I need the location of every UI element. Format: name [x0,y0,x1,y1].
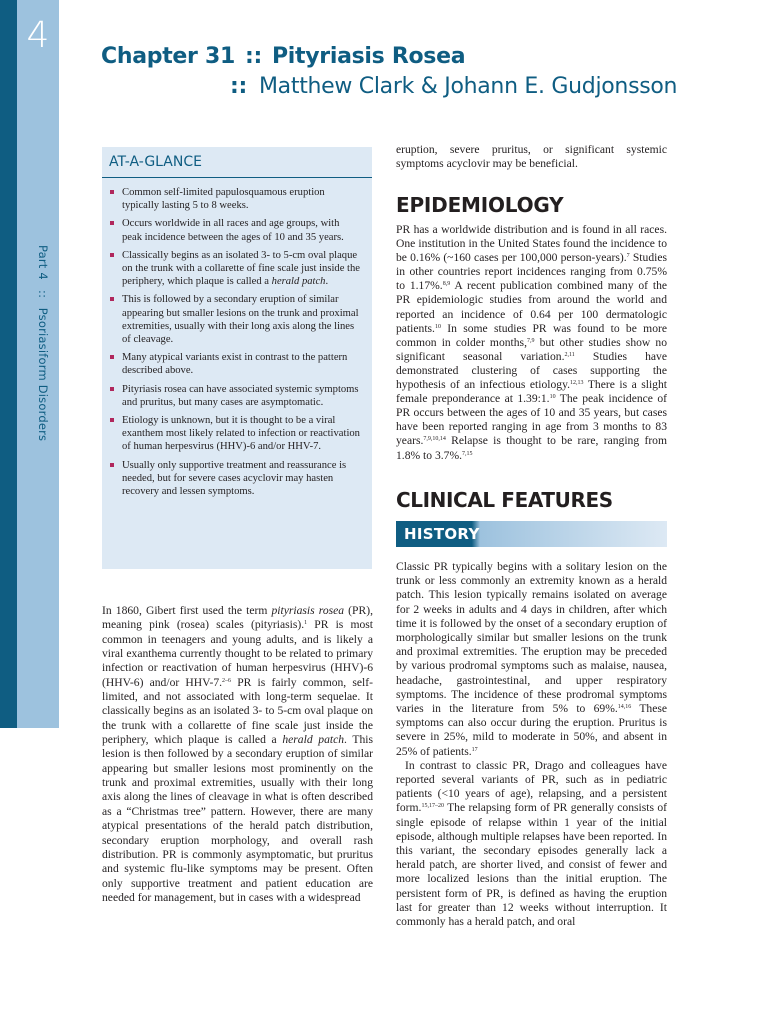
citation: 14,16 [617,704,632,711]
text-run: Studies in other countries report incidences ranging from 0.75% to 1.17%. [396,251,667,293]
text-run: There is a slight female preponderance at 1.39:1. [396,378,667,406]
title-separator: :: [244,44,262,69]
clinical-history-text [396,560,667,929]
epidemiology-paragraph [396,223,667,463]
chapter-authors: Matthew Clark & Johann E. Gudjonsson [259,74,678,99]
intro-continuation-text: eruption, severe pruritus, or significant systemic symptoms acyclovir may be beneficial. [396,143,667,170]
chapter-number: Chapter 31 [101,44,235,69]
citation: 8,9 [442,281,451,288]
text-run: These symptoms can also occur during the eruption. Pruritus is severe in 25%, mild to moderate in 50%, and absent in 25% of patients. [396,702,668,758]
history-paragraph-2 [396,759,667,929]
history-subheading-bar [396,521,667,547]
citation: 12,13 [570,380,584,387]
list-item: This is followed by a secondary eruption of similar appearing but smaller lesions on the trunk and proximal extremities, usually with their long axis along the lines of cleavage. [109,293,360,346]
intro-text [102,604,373,905]
text-run: The peak incidence of PR occurs between the ages of 10 and 35 years, but cases have been reported ranging in age from 3 months to 83 years. [396,392,667,448]
list-item-text: Classically begins as an isolated 3- to 5-cm oval plaque on the trunk with a collarette of fine scale just inside the periphery, which plaque is called a [122,249,360,288]
at-a-glance-list [102,186,372,498]
epidemiology-text [396,223,667,463]
chapter-name: Pityriasis Rosea [271,44,466,69]
text-run: PR has a worldwide distribution and is found in all races. One institution in the United States found the incidence to be 0.16% (~160 cases per 100,000 person-years). [396,223,667,265]
citation: 7,15 [462,450,473,457]
sidebar-band-dark [0,0,17,728]
citation: 2,11 [564,351,575,358]
part-label-separator: :: [36,289,50,298]
text-run: In some studies PR was found to be more common in colder months, [396,321,667,349]
history-paragraph-1 [396,560,667,759]
text-emphasis: pityriasis rosea [271,604,345,617]
text-run: . This lesion is then followed by a secondary eruption of similar appearing but smaller lesions most prominently on the trunk and proximal extremities, usually with their long axis along the lines of cleavage in what is often described as a “Christmas tree” pattern. However, there are many atypical presentations of the herald patch distribution, secondary eruption morphology, and overall rash distribution. PR is commonly asymptomatic, but pruritus and systemic flu-like symptoms may be present. Often only supportive treatment and patient education are needed for management, but in cases with a widespread [102,733,374,904]
list-item: Etiology is unknown, but it is thought to be a viral exanthem most likely related to infection or reactivation of human herpesvirus (HHV)-6 and/or HHV-7. [109,414,360,454]
citation: 17 [471,746,478,753]
history-subheading: HISTORY [404,525,480,543]
text-emphasis: herald patch [282,733,345,747]
list-item: Usually only supportive treatment and reassurance is needed, but for severe cases acyclovir may hasten recovery and lessen symptoms. [109,459,360,499]
text-run: The relapsing form of PR generally consists of single episode of relapse within 1 year of the initial episode, although multiple relapses have been reported. In this variant, the secondary episodes generally lack a herald patch, are shorter lived, and consist of fewer and more localized lesions than the initial eruption. The persistent form of PR, is defined as having the eruption last for greater than 12 weeks without interruption. It commonly has a herald patch, and oral [396,801,667,929]
text-run: Relapse is thought to be rare, ranging from 1.8% to 3.7%. [396,434,667,462]
citation: 10 [549,394,556,401]
text-run: A recent publication combined many of the PR epidemiologic studies from around the world and reported an incidence of 0.64 per 100 dermatologic patients. [396,279,668,335]
epidemiology-heading: EPIDEMIOLOGY [396,193,564,217]
intro-continuation [396,143,667,171]
text-run: but other studies show no significant seasonal variation. [396,335,667,363]
text-run: PR is most common in teenagers and young adults, and is likely a viral exanthema currently thought to be related to primary infection or reactivation of human herpesvirus (HHV)-6 (HHV-6) and/or HHV-7. [102,618,373,689]
clinical-features-heading: CLINICAL FEATURES [396,488,613,512]
part-number: 4 [26,15,50,56]
list-item: Pityriasis rosea can have associated systemic symptoms and pruritus, but many cases are asymptomatic. [109,383,360,409]
text-run: Classic PR typically begins with a solitary lesion on the trunk or less commonly an extremity known as a herald patch. This lesion typically remains isolated on average for 2 weeks in adults and 4 days in children, after which time it is followed by the onset of a secondary eruption of morphologically similar but smaller lesions on the trunk and proximal extremities. The eruption may be preceded by various prodromal symptoms such as malaise, nausea, headache, gastrointestinal, and upper respiratory symptoms. The incidence of these prodromal symptoms varies in the literature from 5% to 69%. [396,560,667,716]
text-run: In 1860, Gibert first used the term [102,604,272,617]
citation: 2–6 [222,677,232,684]
text-run: PR is fairly common, self-limited, and not associated with long-term sequelae. It classically begins as an isolated 3- to 5-cm oval plaque on the trunk with a collarette of fine scale just inside the periphery, which plaque is called a [102,675,373,747]
part-label [30,245,50,445]
part-label-name: Psoriasiform Disorders [36,307,50,442]
text-run: (PR), meaning pink (rosea) scales (pityriasis). [102,604,373,632]
list-item: Common self-limited papulosquamous eruption typically lasting 5 to 8 weeks. [109,186,360,212]
text-run: In contrast to classic PR, Drago and colleagues have reported several variants of PR, such as in pediatric patients (<10 years of age), relapsing, and a persistent form. [396,758,667,815]
citation: 7 [626,253,630,260]
part-label-number: Part 4 [36,245,50,280]
citation: 10 [434,323,441,330]
citation: 7,9,10,14 [423,436,446,443]
authors-separator: :: [230,74,247,99]
intro-paragraph [102,604,373,905]
citation: 1 [304,620,308,627]
at-a-glance-box [102,147,372,569]
text-run: Studies have demonstrated clustering of cases supporting the hypothesis of an infectious etiology. [396,349,668,392]
list-item: Many atypical variants exist in contrast to the pattern described above. [109,351,360,377]
list-item-text: . [325,276,329,288]
list-item-emphasis: herald patch [271,276,326,288]
list-item: Occurs worldwide in all races and age groups, with peak incidence between the ages of 10 and 35 years. [109,217,360,243]
list-item [109,249,360,289]
chapter-title [101,44,465,69]
at-a-glance-heading: AT-A-GLANCE [102,147,372,178]
chapter-authors-line [230,74,677,99]
citation: 7,9 [526,337,535,344]
citation: 15,17–20 [421,803,444,810]
